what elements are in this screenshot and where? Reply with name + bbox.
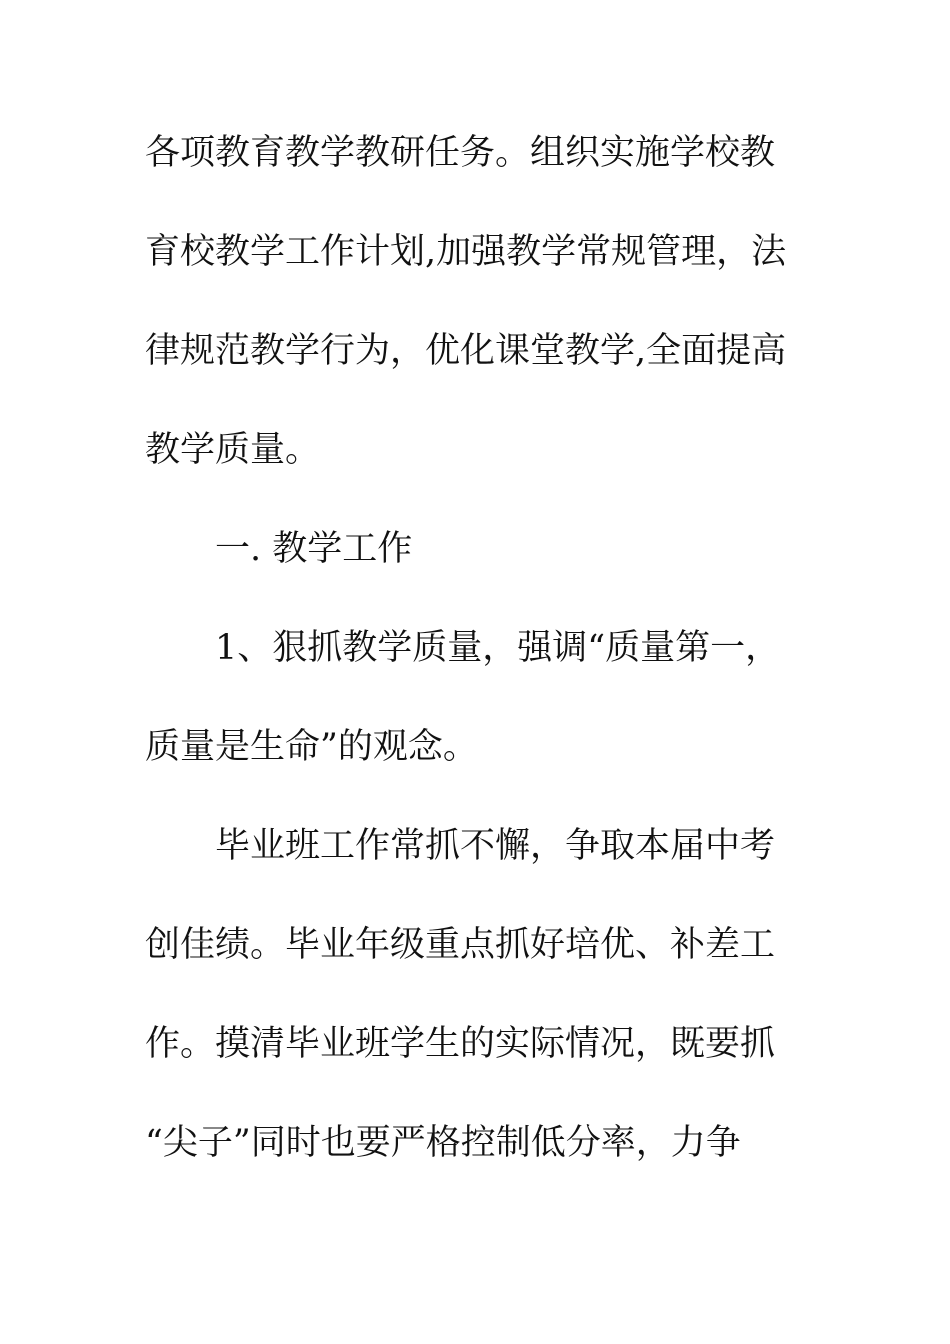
paragraph-line: “尖子”同时也要严格控制低分率，力争 — [145, 1123, 741, 1163]
paragraph-line: 各项教育教学教研任务。组织实施学校教 — [145, 133, 776, 173]
paragraph-line: 创佳绩。毕业年级重点抓好培优、补差工 — [145, 925, 776, 965]
section-heading: 一. 教学工作 — [215, 529, 413, 569]
paragraph-line: 律规范教学行为，优化课堂教学,全面提高 — [145, 331, 787, 371]
paragraph-line: 质量是生命”的观念。 — [145, 727, 478, 767]
paragraph-line: 育校教学工作计划,加强教学常规管理，法 — [145, 232, 787, 272]
paragraph-line: 1、狠抓教学质量，强调“质量第一， — [215, 628, 781, 668]
paragraph-line: 作。摸清毕业班学生的实际情况，既要抓 — [145, 1024, 776, 1064]
paragraph-line: 教学质量。 — [145, 430, 321, 470]
paragraph-line: 毕业班工作常抓不懈，争取本届中考 — [215, 826, 776, 866]
